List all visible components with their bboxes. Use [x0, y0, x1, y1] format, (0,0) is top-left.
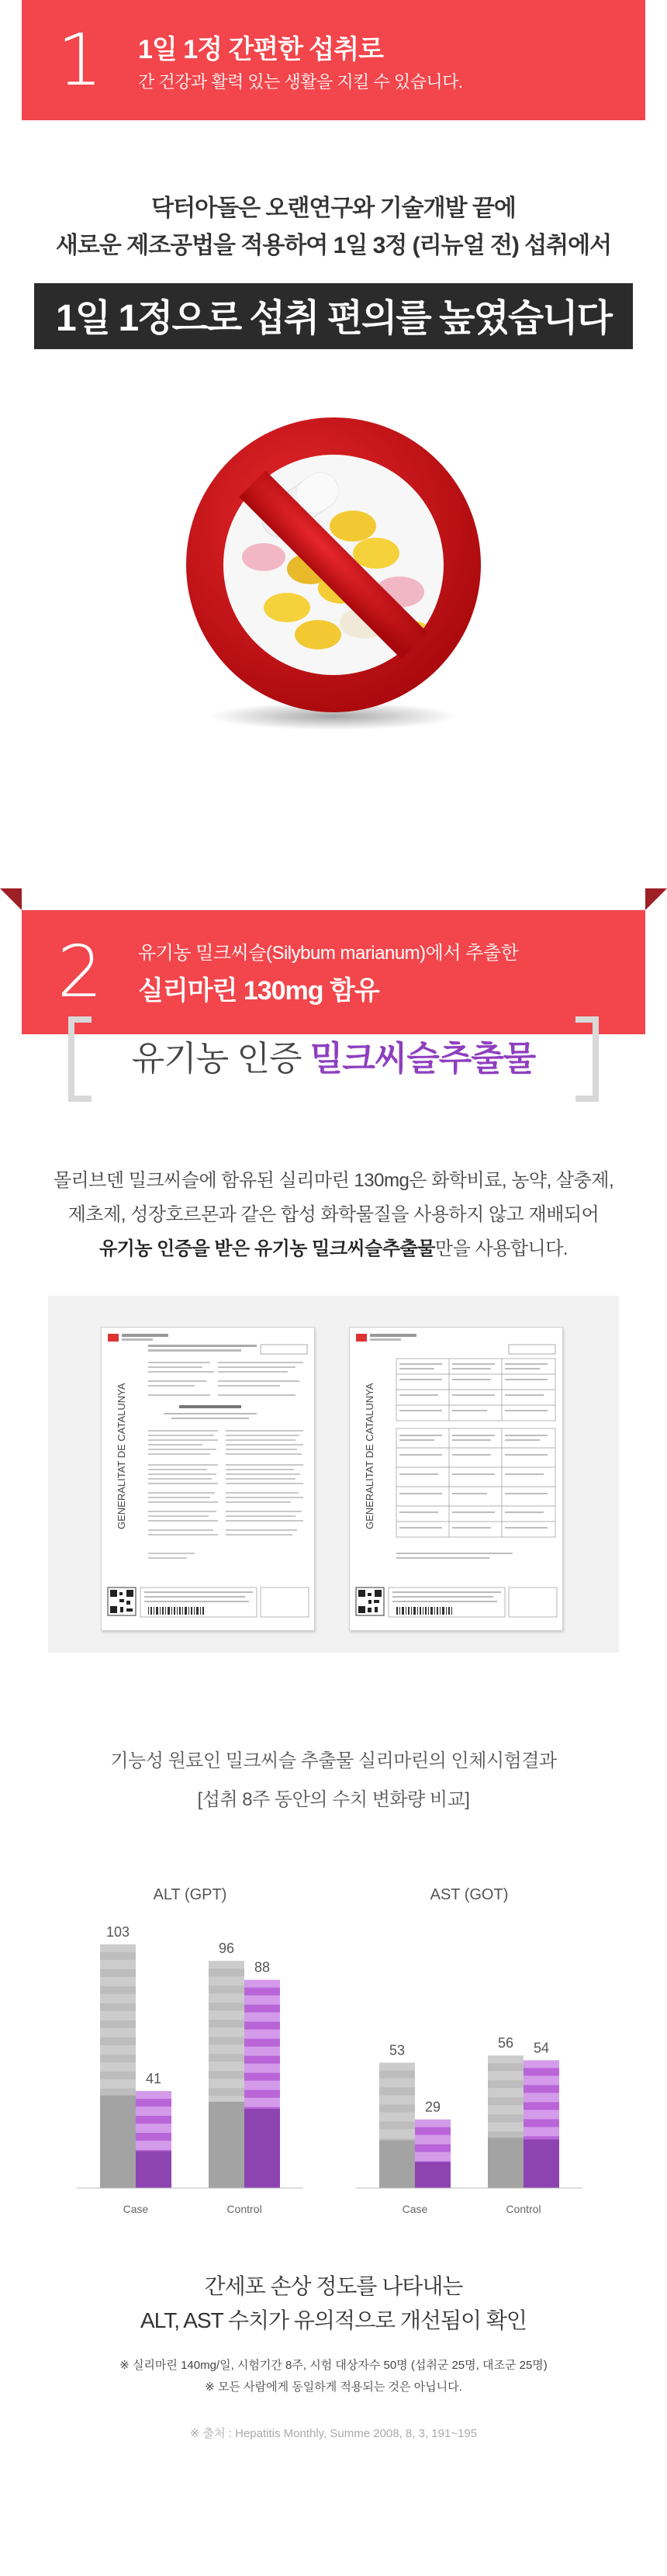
clinical-note-1: ※ 실리마린 140mg/일, 시험기간 8주, 시험 대상자수 50명 (섭취군 25명, 대조군 25명): [119, 2359, 548, 2372]
section2-desc-line2: 제초제, 성장호르몬과 같은 합성 화학물질을 사용하지 않고 재배되어: [67, 1204, 600, 1225]
category-label: Case: [123, 2203, 149, 2215]
section1-banner-wrap: [0, 0, 667, 120]
section1-subtitle: 간 건강과 활력 있는 생활을 지킬 수 있습니다.: [138, 71, 463, 92]
section2-number: 2: [57, 930, 103, 1013]
bar-gray-1-1: [488, 2055, 524, 2188]
clinical-source: ※ 출처 : Hepatitis Monthly, Summe 2008, 8, 3, 191~195: [189, 2427, 478, 2440]
bracket-left: [68, 1016, 92, 1102]
clinical-notes: [0, 2355, 667, 2398]
section1-title: 1일 1정 간편한 섭취로: [138, 34, 383, 64]
section1-highlight: 1일 1정으로 섭취 편의를 높였습니다: [34, 283, 633, 349]
section2-banner-wrap: [0, 888, 667, 1034]
bracket-right: [575, 1016, 599, 1102]
section2-desc-line1: 몰리브덴 밀크씨슬에 함유된 실리마린 130mg은 화학비료, 농약, 살충제,: [53, 1170, 614, 1191]
category-label: Control: [506, 2203, 541, 2215]
no-pills-sign-icon: [178, 410, 489, 736]
bar-value-label: 54: [533, 2040, 550, 2056]
organic-heading-bold: 밀크씨슬추출물: [309, 1040, 536, 1078]
section2-title: 실리마린 130mg 함유: [138, 976, 379, 1006]
bar-purple-1-1: [524, 2060, 559, 2188]
bar-value-label: 56: [497, 2035, 514, 2051]
section2-banner: [22, 910, 645, 1034]
chart-title-1: ALT (GPT): [153, 1886, 227, 1903]
banner-fold-right: [645, 888, 667, 910]
clinical-title-line2: [섭취 8주 동안의 수치 변화량 비교]: [197, 1789, 470, 1810]
section2-desc-bold: 유기농 인증을 받은 유기농 밀크씨슬추출물: [98, 1238, 435, 1259]
chart-title-2: AST (GOT): [430, 1886, 509, 1903]
bar-gray-0-1: [209, 1961, 244, 2188]
category-label: Case: [402, 2203, 428, 2215]
clinical-title-line1: 기능성 원료인 밀크씨슬 추출물 실리마린의 인체시험결과: [110, 1750, 557, 1771]
section2-subtitle: 유기농 밀크씨슬(Silybum marianum)에서 추출한: [138, 943, 519, 964]
clinical-note-2: ※ 모든 사람에게 동일하게 적용되는 것은 아닙니다.: [205, 2380, 462, 2394]
category-label: Control: [226, 2203, 262, 2215]
banner-fold-left: [0, 888, 22, 910]
clinical-bar-charts: [0, 1878, 667, 2235]
cert-side-label-1: GENERALITAT DE CATALUNYA: [116, 1383, 127, 1529]
section1-banner: [22, 0, 645, 120]
section1-number: 1: [57, 18, 103, 102]
bar-purple-1-0: [415, 2120, 451, 2188]
organic-heading: [0, 1016, 667, 1102]
organic-certificate-2: [349, 1327, 563, 1631]
bar-value-label: 88: [254, 1959, 271, 1975]
organic-heading-plain: 유기농 인증: [131, 1040, 310, 1078]
section2-description: [0, 1164, 667, 1266]
section1-intro: [0, 190, 667, 265]
conclusion-line1: 간세포 손상 정도를 나타내는: [204, 2274, 463, 2298]
section1-text-line1: 닥터아돌은 오랜연구와 기술개발 끝에: [151, 196, 516, 221]
bar-purple-0-1: [244, 1980, 280, 2188]
section2-desc-end: 만을 사용합니다.: [434, 1238, 569, 1259]
clinical-conclusion: [0, 2270, 667, 2338]
bar-value-label: 41: [145, 2070, 162, 2086]
bar-value-label: 96: [218, 1941, 235, 1957]
cert-side-label-2: GENERALITAT DE CATALUNYA: [364, 1383, 375, 1529]
conclusion-line2: ALT, AST 수치가 유의적으로 개선됨이 확인: [140, 2308, 527, 2332]
bar-value-label: 103: [105, 1923, 130, 1940]
bar-gray-1-0: [379, 2062, 415, 2188]
bar-value-label: 53: [389, 2042, 406, 2058]
bar-value-label: 29: [424, 2099, 441, 2115]
certificate-area: [48, 1296, 619, 1653]
section1-text-line2: 새로운 제조공법을 적용하여 1일 3정 (리뉴얼 전) 섭취에서: [55, 233, 612, 258]
clinical-title: [0, 1742, 667, 1819]
bar-gray-0-0: [100, 1944, 136, 2188]
organic-certificate-1: [101, 1327, 315, 1631]
bar-purple-0-0: [136, 2091, 171, 2188]
